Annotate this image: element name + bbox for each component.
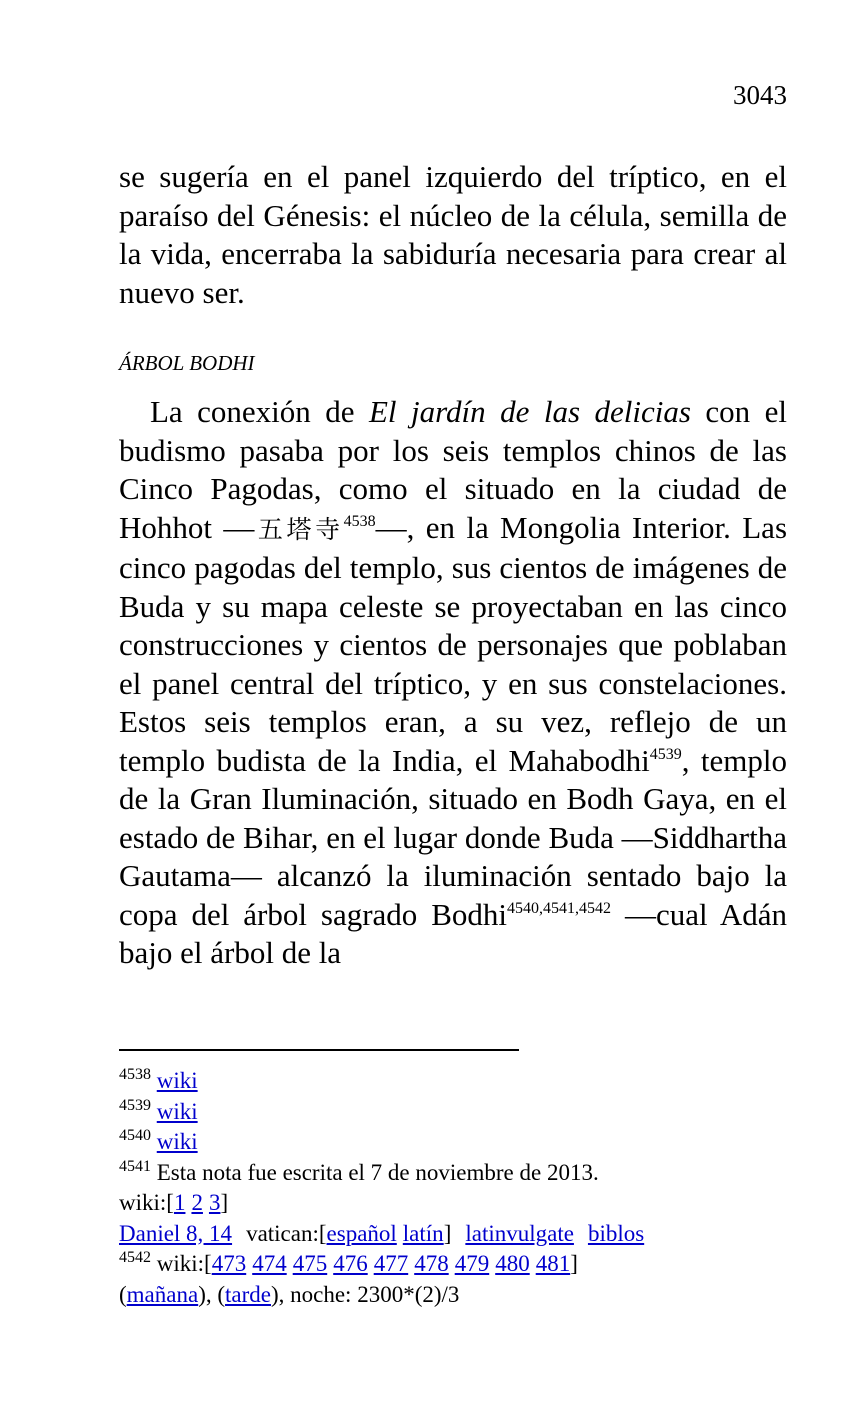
tarde-link[interactable]: tarde xyxy=(225,1281,271,1307)
wiki-link-474[interactable]: 474 xyxy=(252,1251,287,1276)
daniel-link[interactable]: Daniel 8, 14 xyxy=(119,1220,233,1246)
wiki-link-481[interactable]: 481 xyxy=(535,1251,571,1276)
biblos-link[interactable]: biblos xyxy=(587,1220,645,1246)
wiki-link-1[interactable]: 1 xyxy=(173,1190,186,1215)
wiki-link-476[interactable]: 476 xyxy=(333,1251,368,1276)
footnote-text: Esta nota fue escrita el 7 de noviembre de 2013. xyxy=(156,1159,599,1185)
para-text-2: con el budismo pasaba por los seis templos chinos de las Cinco Pagodas, como el situado en la ciudad de Hohhot — xyxy=(119,394,787,545)
footnotes xyxy=(119,1066,819,1310)
footnote-ref-4538[interactable]: 4538 xyxy=(343,512,376,530)
footnote-divider xyxy=(119,1049,519,1051)
chinese-temple-name: 五塔寺 xyxy=(254,514,344,544)
mid-text: ), ( xyxy=(198,1281,226,1307)
para-text-4: , templo de la Gran Iluminación, situado en Bodh Gaya, en el estado de Bihar, en el lugar donde Buda —Siddhartha Gautama— alcanzó la iluminación sentado bajo la copa del árbol sagrado Bodhi xyxy=(119,742,787,932)
wiki-link-477[interactable]: 477 xyxy=(373,1251,409,1276)
wiki-prefix: wiki:[ xyxy=(156,1251,212,1276)
paragraph-intro: se sugería en el panel izquierdo del tríptico, en el paraíso del Génesis: el núcleo de la célula, semilla de la vida, encerraba la sabiduría necesaria para crear al nuevo ser. xyxy=(119,159,787,310)
tail-text: ), noche: 2300*(2)/3 xyxy=(270,1281,460,1307)
wiki-link[interactable]: wiki xyxy=(156,1068,198,1093)
page-number: 3043 xyxy=(733,80,787,110)
vatican-prefix: vatican:[ xyxy=(246,1220,327,1246)
wiki-link[interactable]: wiki xyxy=(156,1098,198,1124)
footnote-4541-bible xyxy=(119,1219,819,1250)
latinvulgate-link[interactable]: latinvulgate xyxy=(465,1220,574,1246)
footnote-4542 xyxy=(119,1249,819,1280)
wiki-link-478[interactable]: 478 xyxy=(414,1251,449,1276)
vatican-spanish-link[interactable]: español xyxy=(326,1220,397,1246)
footnote-ref-4540-4542[interactable]: 4540,4541,4542 xyxy=(507,899,612,917)
wiki-prefix: wiki:[ xyxy=(119,1190,174,1215)
vatican-suffix: ] xyxy=(443,1220,452,1246)
wiki-link-475[interactable]: 475 xyxy=(292,1251,328,1276)
paragraph-main xyxy=(119,393,787,973)
open-paren: ( xyxy=(119,1281,127,1307)
footnote-4539 xyxy=(119,1097,819,1128)
para-text-1: La conexión de xyxy=(150,394,369,429)
footnote-ref-4539[interactable]: 4539 xyxy=(649,745,682,763)
footnote-number: 4542 xyxy=(119,1249,151,1266)
footnote-4541 xyxy=(119,1158,819,1189)
wiki-suffix: ] xyxy=(570,1251,578,1276)
wiki-link-2[interactable]: 2 xyxy=(191,1190,203,1215)
manana-link[interactable]: mañana xyxy=(126,1281,199,1307)
footnote-number: 4540 xyxy=(119,1127,151,1144)
book-title: El jardín de las delicias xyxy=(369,394,691,429)
footnote-4541-wiki xyxy=(119,1188,819,1219)
section-heading: ÁRBOL BODHI xyxy=(119,351,255,375)
para-text-5: —cual Adán bajo el árbol de la xyxy=(119,896,787,970)
wiki-link-480[interactable]: 480 xyxy=(495,1251,530,1276)
wiki-link-3[interactable]: 3 xyxy=(208,1190,221,1215)
vatican-latin-link[interactable]: latín xyxy=(402,1220,444,1246)
footnote-4542-times xyxy=(119,1280,819,1311)
footnote-number: 4539 xyxy=(119,1096,151,1114)
footnote-number: 4541 xyxy=(119,1157,151,1175)
wiki-link-479[interactable]: 479 xyxy=(454,1251,490,1276)
footnote-number: 4538 xyxy=(119,1066,151,1083)
wiki-suffix: ] xyxy=(220,1190,229,1215)
footnote-4538 xyxy=(119,1066,819,1097)
footnote-4540 xyxy=(119,1127,819,1158)
para-text-3: —, en la Mongolia Interior. Las cinco pagodas del templo, sus cientos de imágenes de Buda y su mapa celeste se proyectaban en las cinco construcciones y cientos de personajes que poblaban el panel central del tríptico, y en sus constelaciones. Estos seis templos eran, a su vez, reflejo de un templo budista de la India, el Mahabodhi xyxy=(119,509,788,778)
wiki-link-473[interactable]: 473 xyxy=(211,1251,247,1276)
wiki-link[interactable]: wiki xyxy=(156,1129,198,1154)
